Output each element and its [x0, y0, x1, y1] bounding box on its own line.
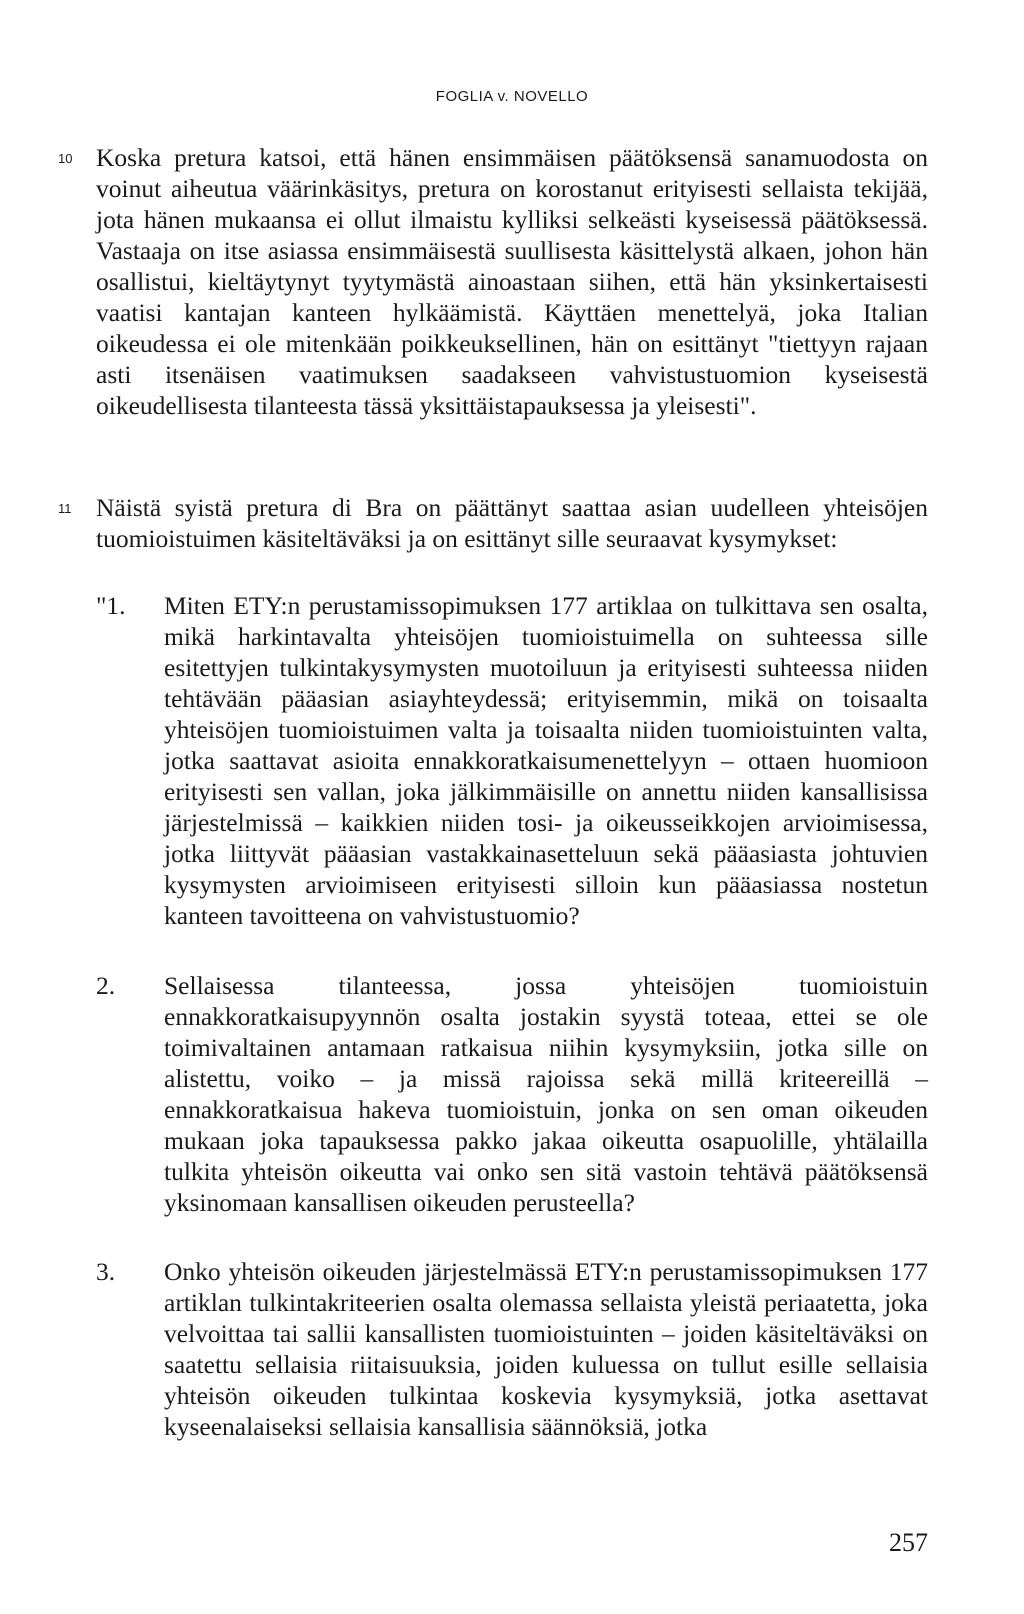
paragraph-11: Näistä syistä pretura di Bra on päättänyt saattaa asian uudelleen yhteisöjen tuomioistuimen käsiteltäväksi ja on esittänyt sille seuraavat kysymykset:	[96, 493, 928, 553]
question-item-2	[96, 970, 928, 1218]
running-head: FOGLIA v. NOVELLO	[435, 88, 589, 105]
paragraph-number: 10	[58, 151, 73, 166]
question-number: 2.	[96, 971, 116, 1000]
question-number: "1.	[96, 591, 126, 620]
question-text: Onko yhteisön oikeuden järjestelmässä ETY:n perustamissopimuksen 177 artiklan tulkintakriteerien osalta olemassa sellaista yleistä periaatetta, joka velvoittaa tai sallii kansallisten tuomioistuinten – joiden käsiteltäväksi on saatettu sellaisia riitaisuuksia, joiden kuluessa on tullut esille sellaisia yhteisön oikeuden tulkintaa koskevia kysymyksiä, jotka asettavat kyseenalaiseksi sellaisia kansallisia säännöksiä, jotka	[164, 1257, 928, 1441]
paragraph-10: Koska pretura katsoi, että hänen ensimmäisen päätöksensä sanamuodosta on voinut aiheutua väärinkäsitys, pretura on korostanut erityisesti sellaista tekijää, jota hänen mukaansa ei ollut ilmaistu kylliksi selkeästi kyseisessä päätöksessä. Vastaaja on itse asiassa ensimmäisestä suullisesta käsittelystä alkaen, johon hän osallistui, kieltäytynyt tyytymästä ainoastaan siihen, että hän yksinkertaisesti vaatisi kantajan kanteen hylkäämistä. Käyttäen menettelyä, joka Italian oikeudessa ei ole mitenkään poikkeuksellinen, hän on esittänyt "tiettyyn rajaan asti itsenäisen vaatimuksen saadakseen vahvistustuomion kyseisestä oikeudellisesta tilanteesta tässä yksittäistapauksessa ja yleisesti".	[96, 143, 928, 420]
question-number: 3.	[96, 1257, 116, 1286]
question-text: Miten ETY:n perustamissopimuksen 177 artiklaa on tulkittava sen osalta, mikä harkintavalta yhteisöjen tuomioistuimella on suhteessa sille esitettyjen tulkintakysymysten muotoiluun ja erityisesti suhteessa niiden tehtävään pääasian asiayhteydessä; erityisemmin, mikä on toisaalta yhteisöjen tuomioistuimen valta ja toisaalta niiden tuomioistuinten valta, jotka saattavat asioita ennakkoratkaisumenettelyyn – ottaen huomioon erityisesti sen vallan, joka jälkimmäisille on annettu niiden kansallisissa järjestelmissä – kaikkien niiden tosi- ja oikeusseikkojen arvioimisessa, jotka liittyvät pääasian vastakkainasetteluun sekä pääasiasta johtuvien kysymysten arvioimiseen erityisesti silloin kun pääasiassa nostetun kanteen tavoitteena on vahvistustuomio?	[164, 591, 928, 930]
question-item-3	[96, 1256, 928, 1442]
question-item-1	[96, 590, 928, 931]
question-text: Sellaisessa tilanteessa, jossa yhteisöjen tuomioistuin ennakkoratkaisupyynnön osalta jostakin syystä toteaa, ettei se ole toimivaltainen antamaan ratkaisua niihin kysymyksiin, jotka sille on alistettu, voiko – ja missä rajoissa sekä millä kriteereillä – ennakkoratkaisua hakeva tuomioistuin, jonka on sen oman oikeuden mukaan joka tapauksessa pakko jakaa oikeutta osapuolille, yhtälailla tulkita yhteisön oikeutta vai onko sen sitä vastoin tehtävä päätöksensä yksinomaan kansallisen oikeuden perusteella?	[164, 971, 928, 1217]
page-number: 257	[889, 1528, 928, 1557]
paragraph-number: 11	[58, 501, 72, 516]
